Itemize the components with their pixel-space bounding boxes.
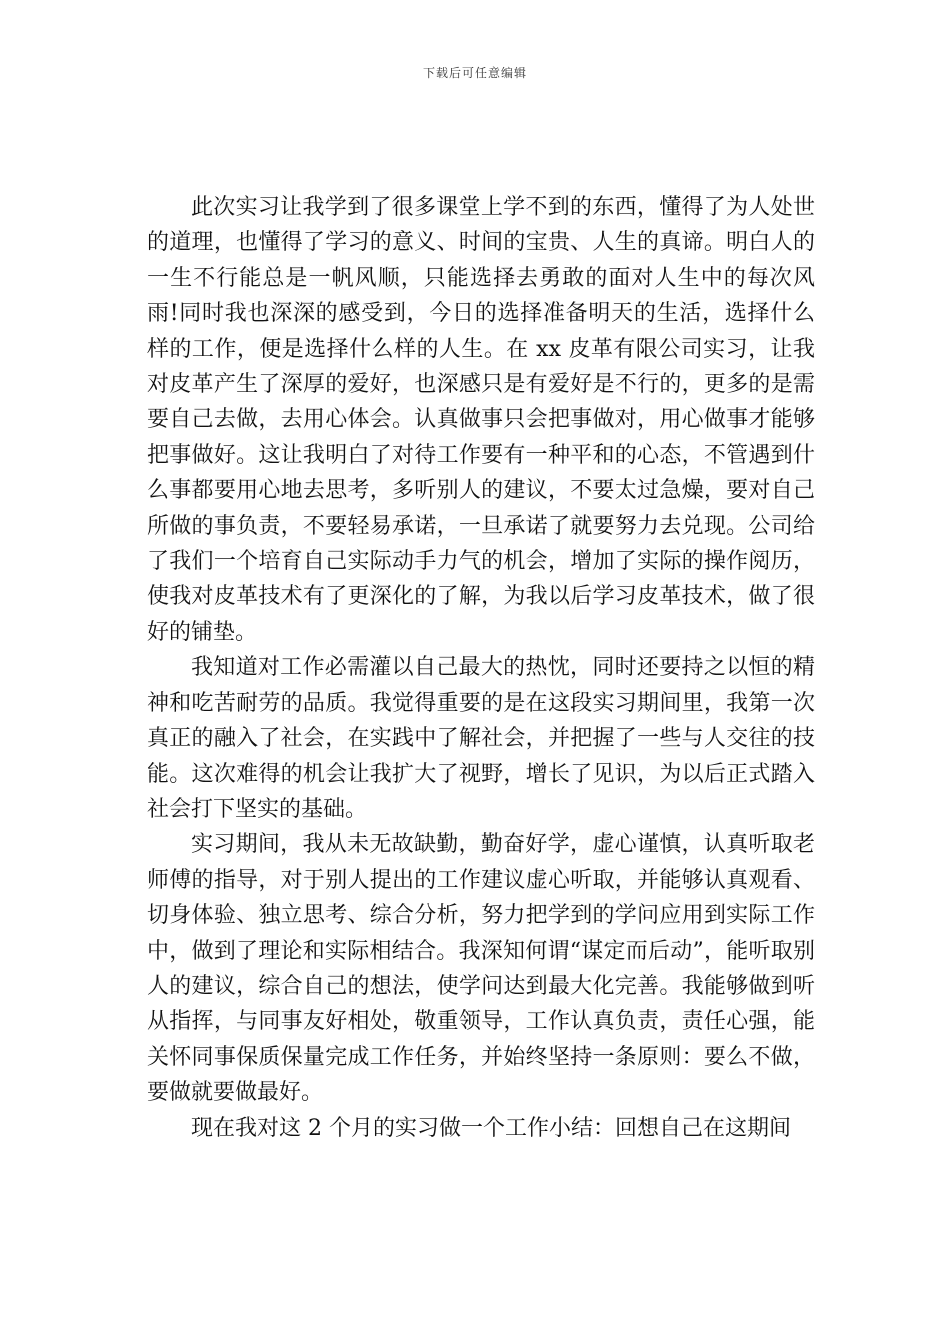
paragraph-4: 现在我对这 2 个月的实习做一个工作小结：回想自己在这期间: [191, 1115, 791, 1141]
page-header: 下载后可任意编辑: [422, 66, 527, 80]
document-body: [147, 190, 815, 1146]
paragraph-3: 实习期间，我从未无故缺勤，勤奋好学，虚心谨慎，认真听取老师傅的指导，对于别人提出的工作建议虚心听取，并能够认真观看、切身体验、独立思考、综合分析，努力把学到的学问应用到实际工作中，做到了理论和实际相结合。我深知何谓“谋定而后动”，能听取别人的建议，综合自己的想法，使学问达到最大化完善。我能够做到听从指挥，与同事友好相处，敬重领导，工作认真负责，责任心强，能关怀同事保质保量完成工作任务，并始终坚持一条原则：要么不做，要做就要做最好。: [147, 832, 815, 1106]
paragraph-2: 我知道对工作必需灌以自己最大的热忱，同时还要持之以恒的精神和吃苦耐劳的品质。我觉得重要的是在这段实习期间里，我第一次真正的融入了社会，在实践中了解社会，并把握了一些与人交往的技能。这次难得的机会让我扩大了视野，增长了见识，为以后正式踏入社会打下坚实的基础。: [147, 655, 815, 822]
paragraph-1: 此次实习让我学到了很多课堂上学不到的东西，懂得了为人处世的道理，也懂得了学习的意义、时间的宝贵、人生的真谛。明白人的一生不行能总是一帆风顺，只能选择去勇敢的面对人生中的每次风雨!同时我也深深的感受到，今日的选择准备明天的生活，选择什么样的工作，便是选择什么样的人生。在 xx 皮革有限公司实习，让我对皮革产生了深厚的爱好，也深感只是有爱好是不行的，更多的是需要自己去做，去用心体会。认真做事只会把事做对，用心做事才能够把事做好。这让我明白了对待工作要有一种平和的心态，不管遇到什么事都要用心地去思考，多听别人的建议，不要太过急燥，要对自己所做的事负责，不要轻易承诺，一旦承诺了就要努力去兑现。公司给了我们一个培育自己实际动手力气的机会，增加了实际的操作阅历，使我对皮革技术有了更深化的了解，为我以后学习皮革技术，做了很好的铺垫。: [147, 195, 815, 645]
